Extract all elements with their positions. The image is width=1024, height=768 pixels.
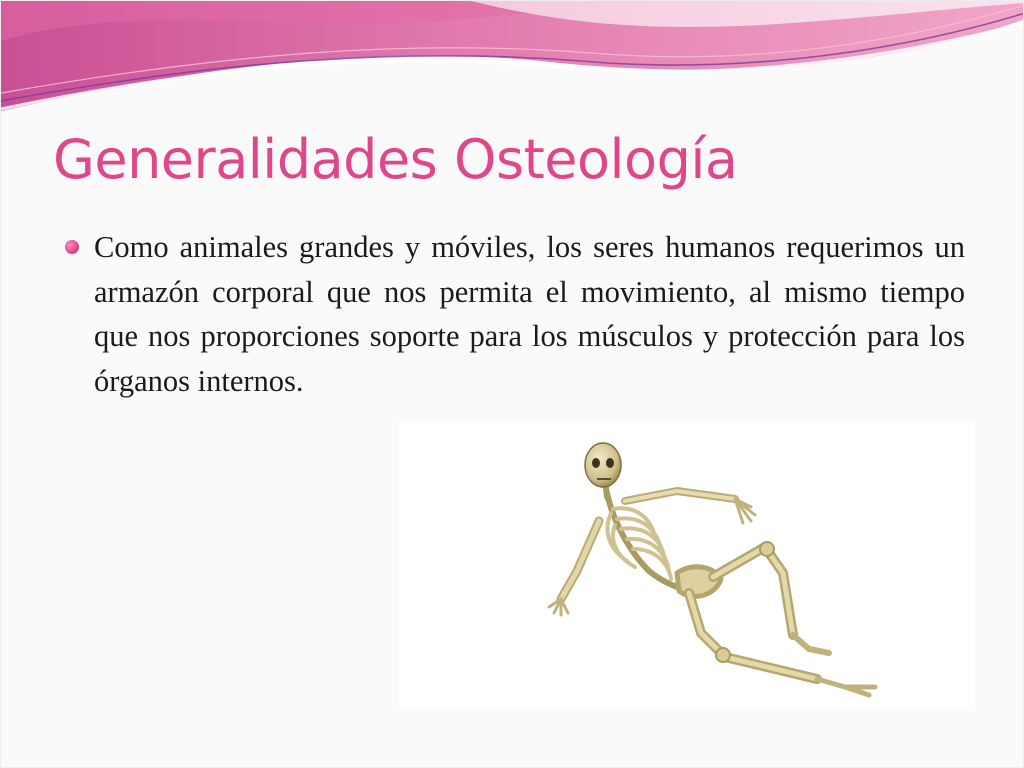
bullet-list	[61, 225, 965, 403]
slide-title: Generalidades Osteología	[53, 128, 738, 191]
bullet-dot-icon	[65, 240, 79, 254]
header-wave-decoration	[1, 1, 1024, 121]
bullet-text: Como animales grandes y móviles, los seres humanos requerimos un armazón corporal que nos permita el movimiento, al mismo tiempo que nos proporciones soporte para los músculos y protección para los órganos internos.	[94, 230, 965, 398]
skeleton-image	[399, 421, 975, 711]
bullet-item	[61, 225, 965, 403]
